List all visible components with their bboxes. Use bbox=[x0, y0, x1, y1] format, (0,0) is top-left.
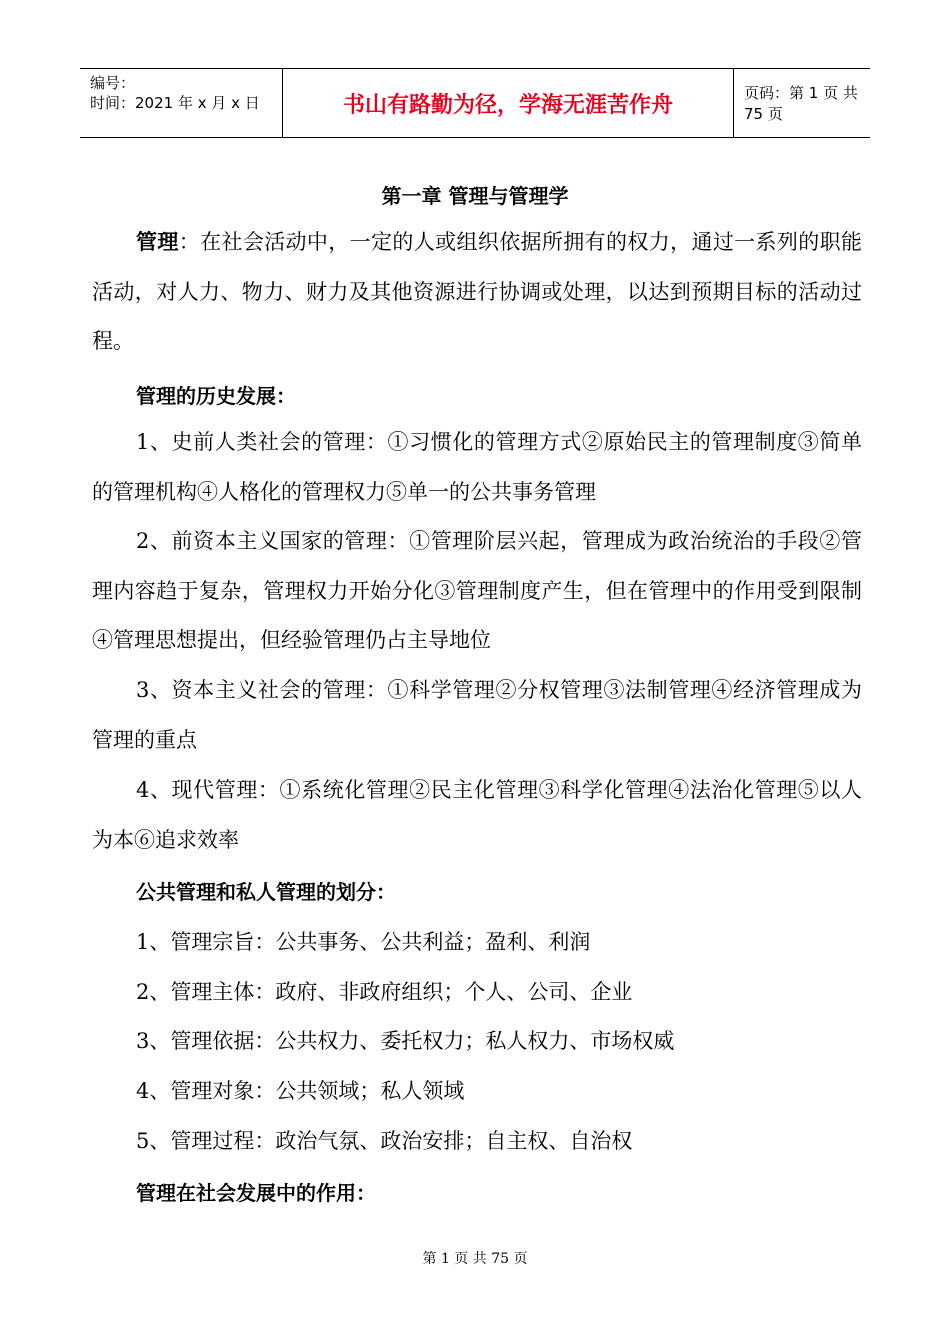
role-heading: 管理在社会发展中的作用： bbox=[136, 1181, 376, 1205]
time-label: 时间：2021 年 x 月 x 日 bbox=[90, 94, 260, 112]
chapter-title: 第一章 管理与管理学 bbox=[381, 184, 569, 208]
history-heading: 管理的历史发展： bbox=[136, 384, 296, 408]
division-item-5: 5、管理过程：政治气氛、政治安排；自主权、自治权 bbox=[136, 1129, 633, 1153]
division-item-3: 3、管理依据：公共权力、委托权力；私人权力、市场权威 bbox=[136, 1029, 675, 1053]
division-item-4: 4、管理对象：公共领域；私人领域 bbox=[136, 1079, 465, 1103]
page-header bbox=[80, 68, 870, 138]
division-item-2: 2、管理主体：政府、非政府组织；个人、公司、企业 bbox=[136, 980, 633, 1004]
definition-text: ：在社会活动中，一定的人或组织依据所拥有的权力，通过一系列的职能活动，对人力、物力、财力及其他资源进行协调或处理，以达到预期目标的活动过程。 bbox=[92, 230, 863, 353]
number-label: 编号： bbox=[90, 74, 136, 92]
history-item-1: 1、史前人类社会的管理：①习惯化的管理方式②原始民主的管理制度③简单的管理机构④人格化的管理权力⑤单一的公共事务管理 bbox=[92, 430, 862, 504]
header-motto: 书山有路勤为径，学海无涯苦作舟 bbox=[282, 69, 734, 137]
history-item-3: 3、资本主义社会的管理：①科学管理②分权管理③法制管理④经济管理成为管理的重点 bbox=[92, 678, 862, 752]
definition-term: 管理 bbox=[136, 230, 179, 254]
division-item-1: 1、管理宗旨：公共事务、公共利益；盈利、利润 bbox=[136, 930, 591, 954]
division-heading: 公共管理和私人管理的划分： bbox=[136, 880, 396, 904]
history-item-2: 2、前资本主义国家的管理：①管理阶层兴起，管理成为政治统治的手段②管理内容趋于复杂，管理权力开始分化③管理制度产生，但在管理中的作用受到限制④管理思想提出，但经验管理仍占主导地位 bbox=[92, 529, 862, 652]
header-page-info: 页码：第 1 页 共 75 页 bbox=[744, 84, 858, 123]
history-item-4: 4、现代管理：①系统化管理②民主化管理③科学化管理④法治化管理⑤以人为本⑥追求效率 bbox=[92, 778, 862, 852]
page-footer: 第 1 页 共 75 页 bbox=[422, 1251, 528, 1267]
header-meta bbox=[80, 69, 282, 137]
definition-paragraph bbox=[92, 218, 862, 367]
